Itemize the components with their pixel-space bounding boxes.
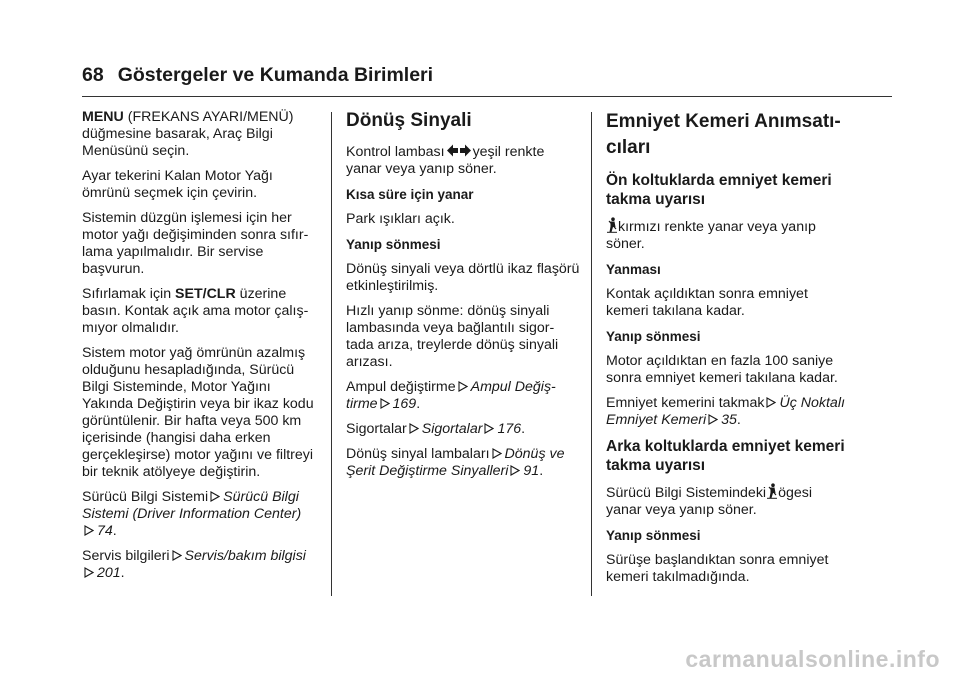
paragraph: Park ışıkları açık. — [346, 211, 455, 227]
cross-reference-link[interactable]: Üç Noktalı Emniyet Kemeri — [606, 395, 845, 428]
cross-reference-link[interactable]: Sigortalar — [421, 421, 483, 437]
page-header — [82, 64, 892, 87]
section-heading: Emniyet Kemeri Anımsatı-cıları — [606, 111, 841, 158]
text: Sigortalar — [346, 421, 407, 437]
page-reference-icon — [484, 423, 494, 434]
subsection-heading: Arka koltuklarda emniyet kemeri takma uyarısı — [606, 438, 845, 474]
paragraph: Sistem motor yağ ömrünün azalmış olduğunu hesapladığında, Sürücü Bilgi Sisteminde, Motor Yağını Yakında Değiştirin veya bir ikaz kodu görüntülenir. Bir hafta veya 500 km içerisinde (hangisi daha erken gerçekleşirse) motor yağını ve filtreyi bir teknik atölyeye değiştirin. — [82, 345, 314, 480]
text: (FREKANS AYARI/MENÜ) düğmesine basarak, Araç Bilgi Menüsünü seçin. — [82, 109, 294, 159]
paragraph — [606, 483, 846, 519]
text: üzerine basın. Kontak açık ama motor çalış-mıyor olmalıdır. — [82, 286, 309, 336]
text: Dönüş sinyal lambaları — [346, 446, 490, 462]
page-reference[interactable]: 91 — [523, 463, 540, 479]
cross-reference-link[interactable]: Dönüş ve Şerit Değiştirme Sinyalleri — [346, 446, 565, 479]
page-reference-icon — [380, 398, 390, 409]
text: Servis bilgileri — [82, 548, 170, 564]
header-rule — [82, 96, 892, 97]
text: yeşil renkte yanar veya yanıp söner. — [346, 144, 545, 177]
subheading: Yanıp sönmesi — [346, 237, 441, 252]
reference-arrow-icon — [409, 423, 419, 434]
menu-label: MENU — [82, 109, 124, 125]
paragraph: Servis bilgileri Servis/bakım bilgisi201. — [82, 548, 306, 581]
reference-arrow-icon — [492, 448, 502, 459]
page-reference-icon — [510, 465, 520, 476]
page-reference-icon — [84, 525, 94, 536]
column-2 — [346, 109, 580, 488]
text: ögesi yanar veya yanıp söner. — [606, 485, 812, 518]
paragraph: Sigortalar Sigortalar 176. — [346, 421, 526, 437]
cross-reference-link[interactable]: Ampul Değiş-tirme — [346, 379, 556, 412]
text: Emniyet kemerini takmak — [606, 395, 765, 411]
reference-arrow-icon — [766, 397, 776, 408]
subheading: Yanması — [606, 262, 661, 277]
watermark: carmanualsonline.info — [685, 646, 940, 672]
page-reference[interactable]: 74 — [97, 523, 113, 539]
text: Sıfırlamak için — [82, 286, 176, 302]
text: Ampul değiştirme — [346, 379, 456, 395]
page-reference[interactable]: 35 — [721, 412, 737, 428]
reference-arrow-icon — [172, 550, 182, 561]
column-3 — [606, 109, 846, 594]
paragraph: Kontak açıldıktan sonra emniyet kemeri takılana kadar. — [606, 286, 808, 319]
seatbelt-icon — [766, 483, 778, 499]
page-reference-icon — [84, 567, 94, 578]
page-reference[interactable]: 176 — [497, 421, 522, 437]
reference-arrow-icon — [458, 381, 468, 392]
reference-arrow-icon — [210, 491, 220, 502]
paragraph: Dönüş sinyal lambaları Dönüş ve Şerit Değiştirme Sinyalleri 91. — [346, 446, 565, 479]
cross-reference-link[interactable]: Servis/bakım bilgisi — [184, 548, 306, 564]
text: Sürücü Bilgi Sistemindeki — [606, 485, 767, 501]
paragraph — [82, 109, 318, 160]
subheading: Yanıp sönmesi — [606, 329, 701, 344]
paragraph: Sürüşe başlandıktan sonra emniyet kemeri takılmadığında. — [606, 552, 829, 585]
paragraph: Sistemin düzgün işlemesi için her motor yağı değişiminden sonra sıfır-lama yapılmalıdır. Bir servise başvurun. — [82, 210, 309, 277]
text: Sürücü Bilgi Sistemi — [82, 489, 209, 505]
paragraph: Emniyet kemerini takmak Üç Noktalı Emniyet Kemeri 35. — [606, 395, 845, 428]
paragraph: Ayar tekerini Kalan Motor Yağı ömrünü seçmek için çevirin. — [82, 168, 273, 201]
paragraph: Hızlı yanıp sönme: dönüş sinyali lambasında veya bağlantılı sigor-tada arıza, treylerde dönüş sinyali arızası. — [346, 303, 559, 370]
page-reference-icon — [708, 414, 718, 425]
paragraph — [606, 217, 846, 253]
set-clr-label: SET/CLR — [175, 286, 236, 302]
subsection-heading: Ön koltuklarda emniyet kemeri takma uyarısı — [606, 172, 832, 208]
section-title: Göstergeler ve Kumanda Birimleri — [117, 64, 434, 86]
page-reference[interactable]: 201 — [97, 565, 121, 581]
page-reference[interactable]: 169 — [392, 396, 417, 412]
paragraph: Motor açıldıktan en fazla 100 saniye sonra emniyet kemeri takılana kadar. — [606, 353, 838, 386]
paragraph — [82, 286, 318, 337]
column-1 — [82, 109, 318, 590]
column-divider-right — [591, 112, 592, 596]
column-divider-left — [331, 112, 332, 596]
text: kırmızı renkte yanar veya yanıp söner. — [606, 219, 816, 252]
subheading: Yanıp sönmesi — [606, 528, 701, 543]
subheading: Kısa süre için yanar — [346, 187, 474, 202]
page-number: 68 — [82, 64, 104, 86]
turn-signal-icon — [446, 143, 472, 158]
paragraph: Dönüş sinyali veya dörtlü ikaz flaşörü etkinleştirilmiş. — [346, 261, 580, 294]
cross-reference-link[interactable]: Sürücü Bilgi Sistemi (Driver Information Center) — [82, 489, 302, 522]
seatbelt-icon — [606, 217, 618, 233]
paragraph — [346, 143, 580, 178]
paragraph: Sürücü Bilgi Sistemi Sürücü Bilgi Sistemi (Driver Information Center) 74. — [82, 489, 302, 539]
paragraph: Ampul değiştirme Ampul Değiş-tirme 169. — [346, 379, 556, 412]
text: Kontrol lambası — [346, 144, 445, 160]
section-heading: Dönüş Sinyali — [346, 110, 472, 131]
